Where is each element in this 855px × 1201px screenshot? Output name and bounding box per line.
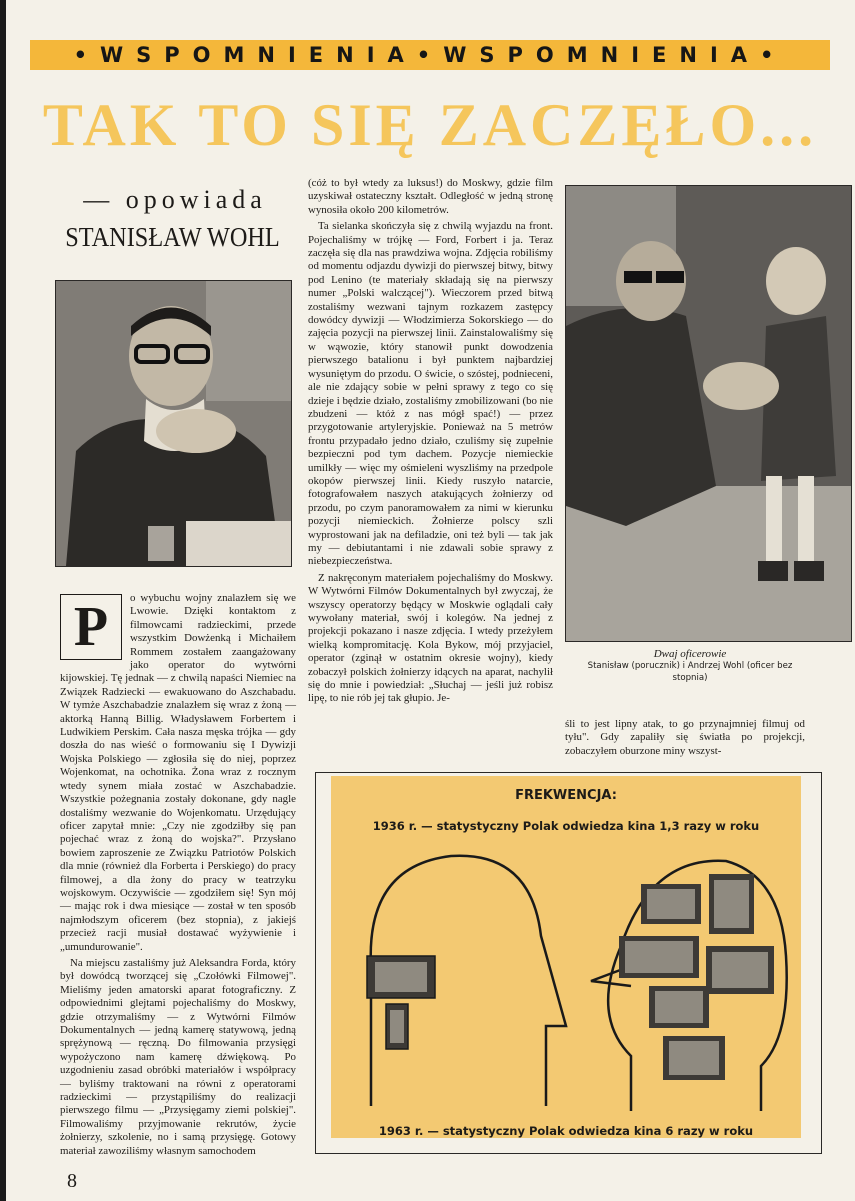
author-portrait-photo xyxy=(55,280,292,567)
infographic-1963-text: 1963 r. — statystyczny Polak odwiedza kina 6 razy w roku xyxy=(378,1124,754,1138)
page-number: 8 xyxy=(67,1170,77,1192)
attendance-infographic xyxy=(315,772,822,1154)
byline: — opowiada xyxy=(83,185,267,214)
infographic-title: FREKWENCJA: xyxy=(515,788,617,803)
page-edge xyxy=(0,0,6,1201)
drop-cap: P xyxy=(60,594,122,660)
article-title: TAK TO SIĘ ZACZĘŁO... xyxy=(42,92,818,158)
caption-title: Dwaj oficerowie xyxy=(653,648,727,660)
column-1-paragraph-1: o wybuchu wojny znalazłem się we Lwowie. Dzięki kontaktom z filmowcami radzieckimi, przede wszystkim Dowżenką i Michaiłem Rommem zostałem zaangażowany jako operator do wytwórni kijowskiej. Tę jednak — z chwilą napaści Niemiec na Związek Radziecki — ewakuowano do Aszchabadu. W tymże Aszchabadzie znalazłem się wraz z żoną — aktorką Hanną Billig. Władysławem Forbertem i Ludwikiem Perskim. Cała nasza męska trójka — gdy doszła do nas wieść o formowaniu się I Dywizji Wojska Polskiego — zgłosiła się do niej, poprzez Wojenkomat, na ochotnika. Żona wraz z rocznym wtedy synem miała zostać w Aszchabadzie. Wszystkie pożegnania zostały dokonane, gdy nagle dostaliśmy wezwanie do Wojenkomatu. Urzędujący oficer zapytał mnie: „Czy nie zgodziłby się pan pojechać wraz z żoną do wojska?". Przysłano bowiem zaproszenie ze Związku Patriotów Polskich dla mnie (również dla Forberta i Perskiego) do pracy filmowej, a dla żony do pracy w teatrzyku wojskowym. Oczywiście — zgodziłem się! Syn mój — mając rok i dwa miesiące — został w ten sposób najmłodszym oficerem (bez stopnia), z jakiejś przecież racji musiał dostawać wyżywienie i „umundurowanie". xyxy=(60,592,296,953)
column-2 xyxy=(308,177,553,709)
column-1 xyxy=(60,592,296,1161)
infographic-1936-text: 1936 r. — statystyczny Polak odwiedza kina 1,3 razy w roku xyxy=(372,819,760,833)
photo-caption xyxy=(570,648,810,684)
officers-illustration xyxy=(566,186,851,641)
column-2-paragraph-1: (cóż to był wtedy za luksus!) do Moskwy, gdzie film uzyskiwał ostateczny kształt. Odległość w jedną stronę wynosiła około 200 kilometrów. xyxy=(308,177,553,216)
column-1-paragraph-2: Na miejscu zastaliśmy już Aleksandra Forda, który był dowódcą tworzącej się „Czołówki Filmowej". Mieliśmy jeden amatorski aparat fotograficzny. Z odpowiednimi glejtami pojechaliśmy do Moskwy, gdzie otrzymaliśmy — z Wytwórni Filmów Dokumentalnych — jedną kamerę statywową, jedną sprężynową — ręczną. Do filmowania przysięgi wypożyczono nam kamerę dźwiękową. Po uzgodnieniu zasad obróbki materiałów i współpracy — byliśmy traktowani na równi z operatorami radzieckimi — przystąpiliśmy do realizacji pierwszego filmu — „Przysięgamy ziemi polskiej". Filmowaliśmy przyjmowanie rekrutów, życie żołnierzy, szkolenie, no i samą przysięgę. Gotowy materiał zawoziliśmy własnym samochodem xyxy=(60,956,296,1157)
author-name: STANISŁAW WOHL xyxy=(65,222,280,252)
infographic-panel xyxy=(331,776,801,1138)
column-2-paragraph-3: Z nakręconym materiałem pojechaliśmy do Moskwy. W Wytwórni Filmów Dokumentalnych był zwyczaj, że wszyscy operatorzy będący w Moskwie oglądali cały wywołany materiał, swój i kolegów. Na jednej z projekcji pokazano i nasze zdjęcia. I wtedy przeżyłem wielką kompromitację. Kola Bykow, mój przyjaciel, operator (zginął w ostatnim okresie wojny), kiedy zobaczył polskich żołnierzy idących na aparat, nachylił się do mnie i powiedział: „Słuchaj — jeśli już robisz lipę, to nie rób jej tak głupio. Je- xyxy=(308,571,553,705)
heads-illustration xyxy=(331,836,801,1126)
section-banner: •WSPOMNIENIA•WSPOMNIENIA• xyxy=(30,40,830,70)
caption-text: Stanisław (porucznik) i Andrzej Wohl (oficer bez stopnia) xyxy=(587,661,793,683)
column-3-paragraph-1: śli to jest lipny atak, to go przynajmniej filmuj od tyłu". Gdy zapaliły się światła po projekcji, zobaczyłem oburzone miny wszyst- xyxy=(565,718,805,757)
officers-photo xyxy=(565,185,852,642)
portrait-illustration xyxy=(56,281,291,566)
column-3 xyxy=(565,718,805,761)
column-2-paragraph-2: Ta sielanka skończyła się z chwilą wyjazdu na front. Pojechaliśmy w trójkę — Ford, Forbert i ja. Teraz zaczęła się dla nas prawdziwa wojna. Zdjęcia robiliśmy od momentu odjazdu dywizji do pierwszej bitwy, bitwy pod Lenino (te materiały składają się na pierwszy numer „Polski walczącej"). Wieczorem przed bitwą zostaliśmy wezwani tajnym rozkazem zastępcy dowódcy dywizji — Włodzimierza Sokorskiego — do zajęcia pozycji na pierwszej linii. Zainstalowaliśmy się w wąwozie, który stanowił punkt dowodzenia pierwszego batalionu i był punktem najbardziej wysuniętym do przodu. O świcie, o szóstej, podnieceni, ale nie zdający sobie w pełni sprawy z tego co się dzieje i będzie działo, zostaliśmy zmobilizowani (bo nie zbudzeni — któż z nas mógł spać!) — przez przygotowanie artyleryjskie. Ponieważ na 5 metrów frontu przypadało jedno działo, czuliśmy się zupełnie bezpieczni pod tym dachem. Pozycje niemieckie umilkły — więc my ośmieleni wyszliśmy na przedpole okopów pierwszej linii. Kiedy ruszyło natarcie, fotografowałem naszych atakujących żołnierzy od przodu, po czym panoramowałem za nimi w kierunku pozycji niemieckich. Żołnierze polscy szli wyprostowani jak na defiladzie, oni też byli — tak jak my — debiutantami i nie zdawali sobie sprawy z niebezpieczeństwa. xyxy=(308,220,553,568)
